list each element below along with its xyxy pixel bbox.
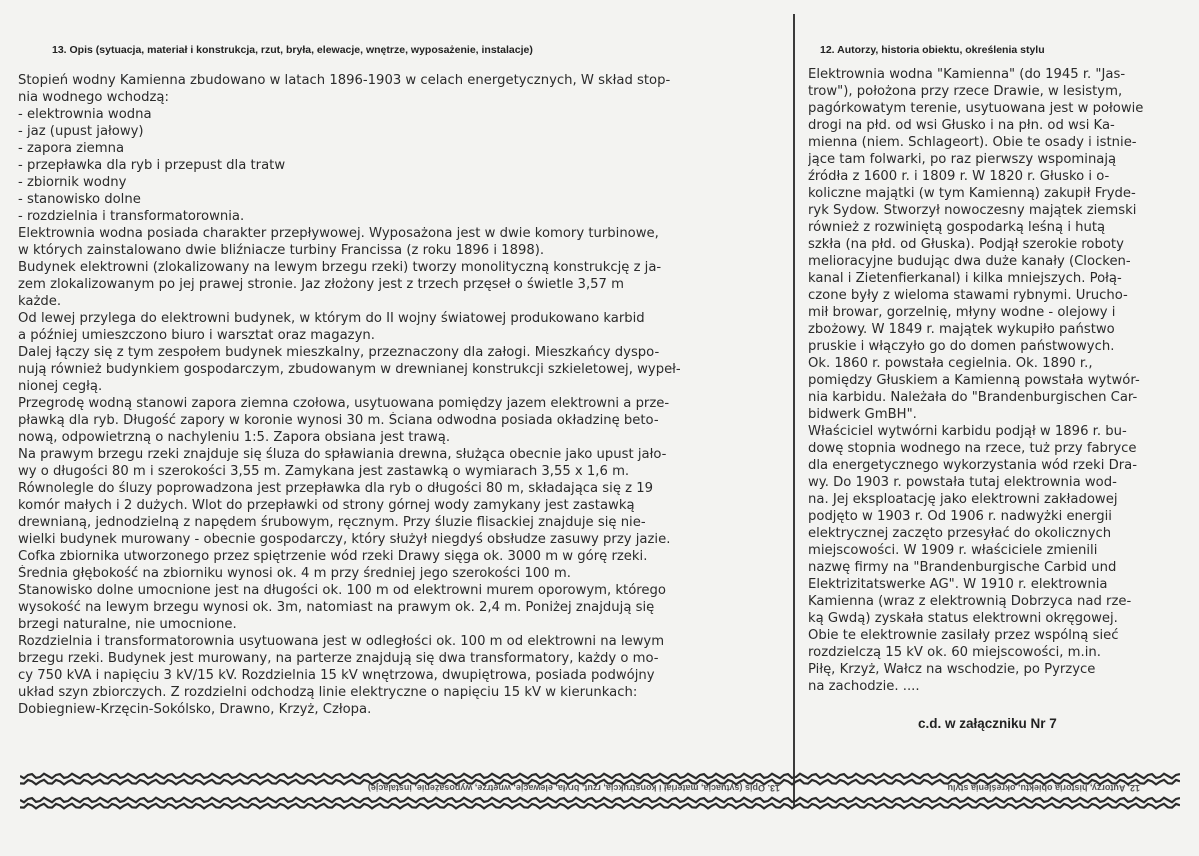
right-line: melioracyjne budując dwa duże kanały (Clocken- [808, 254, 1131, 269]
right-line: pruskie i włączyło go do domen państwowych. [808, 339, 1115, 354]
left-line: pławką dla ryb. Długość zapory w koronie wynosi 30 m. Ściana odwodna posiada okładzinę beto- [18, 413, 659, 428]
right-line: bidwerk GmBH". [808, 407, 917, 422]
right-line: Obie te elektrownie zasilały przez wspólną sieć [808, 628, 1119, 643]
left-line: zem zlokalizowanym po jej prawej stronie. Jaz złożony jest z trzech przęseł o świetle 3,57 m [18, 277, 624, 292]
section-12-heading: 12. Autorzy, historia obiektu, określenia stylu [820, 44, 1045, 56]
right-line: pomiędzy Głuskiem a Kamienną powstała wytwór- [808, 373, 1140, 388]
right-line: Piłę, Krzyż, Wałcz na wschodzie, po Pyrzyce [808, 662, 1096, 677]
left-line: każde. [18, 294, 62, 309]
left-line: Rozdzielnia i transformatorownia usytuowana jest w odległości ok. 100 m od elektrowni na lewym [18, 634, 665, 649]
right-line: trow"), położona przy rzece Drawie, w lesistym, [808, 84, 1123, 99]
right-line: dla energetycznego wykorzystania wód rzeki Dra- [808, 458, 1137, 473]
right-line: również z rozwiniętą gospodarką leśną i hutą [808, 220, 1106, 235]
left-line: nową, odpowietrzną o nachyleniu 1:5. Zapora obsiana jest trawą. [18, 430, 451, 445]
left-line: Stanowisko dolne umocnione jest na długości ok. 100 m od elektrowni murem oporowym, którego [18, 583, 666, 598]
right-line: na. Jej eksploatację jako elektrowni zakładowej [808, 492, 1118, 507]
right-line: dowę stopnia wodnego na rzece, tuż przy fabryce [808, 441, 1137, 456]
right-line: wy. Do 1903 r. powstała tutaj elektrownia wod- [808, 475, 1117, 490]
history-text [808, 66, 1188, 695]
left-line: Dobiegniew-Krzęcin-Sokólsko, Drawno, Krzyż, Człopa. [18, 702, 372, 717]
mirrored-heading-right: 12. Autorzy, historia obiektu, określenia stylu [947, 783, 1140, 793]
right-line: Właściciel wytwórni karbidu podjął w 1896 r. bu- [808, 424, 1127, 439]
right-line: czone były z wieloma stawami rybnymi. Urucho- [808, 288, 1128, 303]
right-line: na zachodzie. .... [808, 679, 920, 694]
left-line: Elektrownia wodna posiada charakter przepływowej. Wyposażona jest w dwie komory turbinowe, [18, 226, 659, 241]
left-line: komór małych i 2 dużych. Wlot do przepławki od strony górnej wody zamykany jest zastawką [18, 498, 635, 513]
right-line: Elektrownia wodna "Kamienna" (do 1945 r. "Jas- [808, 67, 1126, 82]
right-line: kanal i Zietenfierkanal) i kilka mniejszych. Połą- [808, 271, 1122, 286]
right-line: pagórkowatym terenie, usytuowana jest w połowie [808, 101, 1144, 116]
right-line: elektrycznej zaczęto przesyłać do okolicznych [808, 526, 1112, 541]
left-line: wielki budynek murowany - obecnie gospodarczy, który służył niegdyś obsłudze zasuwy przy jazie. [18, 532, 671, 547]
right-line: ką Gwdą) zyskała status elektrowni okręgowej. [808, 611, 1118, 626]
left-line: nionej cegłą. [18, 379, 103, 394]
right-line: mienna (niem. Schlageort). Obie te osady i istnie- [808, 135, 1137, 150]
left-line: - stanowisko dolne [18, 192, 141, 207]
right-line: nia karbidu. Należała do "Brandenburgischen Car- [808, 390, 1138, 405]
left-line: - zbiornik wodny [18, 175, 127, 190]
left-line: Cofka zbiornika utworzonego przez spiętrzenie wód rzeki Drawy sięga ok. 3000 m w górę rzeki. [18, 549, 648, 564]
left-line: Budynek elektrowni (zlokalizowany na lewym brzegu rzeki) tworzy monolityczną konstrukcję z ja- [18, 260, 662, 275]
right-line: źródła z 1600 r. i 1809 r. W 1820 r. Głusko i o- [808, 169, 1110, 184]
left-line: - elektrownia wodna [18, 107, 152, 122]
left-line: Przegrodę wodną stanowi zapora ziemna czołowa, usytuowana pomiędzy jazem elektrowni a prze- [18, 396, 670, 411]
right-line: jące tam folwarki, po raz pierwszy wspominają [808, 152, 1117, 167]
left-line: wysokość na lewym brzegu wynosi ok. 3m, natomiast na prawym ok. 2,4 m. Poniżej znajdują się [18, 600, 655, 615]
right-line: szkła (na płd. od Głuska). Podjął szerokie roboty [808, 237, 1124, 252]
right-line: Kamienna (wraz z elektrownią Dobrzyca nad rze- [808, 594, 1132, 609]
left-line: cy 750 kVA i napięciu 3 kV/15 kV. Rozdzielnia 15 kV wnętrzowa, dwupiętrowa, posiada podwójny [18, 668, 655, 683]
right-line: drogi na płd. od wsi Głusko i na płn. od wsi Ka- [808, 118, 1115, 133]
description-text [18, 72, 778, 718]
right-line: rozdzielczą 15 kV ok. 60 miejscowości, m.in. [808, 645, 1101, 660]
left-line: - przepławka dla ryb i przepust dla tratw [18, 158, 286, 173]
left-line: brzegi naturalne, nie umocnione. [18, 617, 237, 632]
left-line: w których zainstalowano dwie bliźniacze turbiny Francissa (z roku 1896 i 1898). [18, 243, 545, 258]
continued-note: c.d. w załączniku Nr 7 [918, 716, 1057, 731]
left-line: nują również budynkiem gospodarczym, zbudowanym w drewnianej konstrukcji szkieletowej, wypeł- [18, 362, 681, 377]
mirrored-heading-left: 13. Opis (sytuacja, materiał i konstrukcja, rzut, bryła, elewacje, wnętrze, wyposażenie, instalacje) [367, 783, 780, 793]
left-line: Dalej łączy się z tym zespołem budynek mieszkalny, przeznaczony dla załogi. Mieszkańcy dyspo- [18, 345, 660, 360]
left-line: Stopień wodny Kamienna zbudowano w latach 1896-1903 w celach energetycznych, W skład stop- [18, 73, 671, 88]
right-line: mił browar, gorzelnię, młyny wodne - olejowy i [808, 305, 1116, 320]
right-line: nazwę firmy na "Brandenburgische Carbid und [808, 560, 1117, 575]
section-13-heading: 13. Opis (sytuacja, materiał i konstrukcja, rzut, bryła, elewacje, wnętrze, wyposażenie, instalacje) [52, 44, 533, 56]
left-line: wy o długości 80 m i szerokości 3,55 m. Zamykana jest zastawką o wymiarach 3,55 x 1,6 m. [18, 464, 630, 479]
right-line: Elektrizitatswerke AG". W 1910 r. elektrownia [808, 577, 1108, 592]
column-divider [793, 14, 795, 806]
left-line: drewnianą, jednodzielną z napędem śrubowym, ręcznym. Przy śluzie flisackiej znajduje się nie- [18, 515, 646, 530]
left-line: układ szyn zbiorczych. Z rozdzielni odchodzą linie elektryczne o napięciu 15 kV w kierunkach: [18, 685, 638, 700]
left-line: nia wodnego wchodzą: [18, 90, 169, 105]
left-line: a później umieszczono biuro i warsztat oraz magazyn. [18, 328, 375, 343]
right-line: Ok. 1860 r. powstała cegielnia. Ok. 1890 r., [808, 356, 1093, 371]
right-line: koliczne majątki (w tym Kamienną) zakupił Fryde- [808, 186, 1136, 201]
left-line: Średnia głębokość na zbiorniku wynosi ok. 4 m przy średniej jego szerokości 100 m. [18, 566, 571, 581]
left-line: brzegu rzeki. Budynek jest murowany, na parterze znajdują się dwa transformatory, każdy o mo- [18, 651, 659, 666]
right-line: ryk Sydow. Stworzył nowoczesny majątek ziemski [808, 203, 1137, 218]
left-line: Równolegle do śluzy poprowadzona jest przepławka dla ryb o długości 80 m, składająca się z 19 [18, 481, 654, 496]
right-line: miejscowości. W 1909 r. właściciele zmienili [808, 543, 1098, 558]
right-line: podjęto w 1903 r. Od 1906 r. nadwyżki energii [808, 509, 1112, 524]
left-line: - jaz (upust jałowy) [18, 124, 144, 139]
left-line: - zapora ziemna [18, 141, 125, 156]
left-line: Na prawym brzegu rzeki znajduje się śluza do spławiania drewna, służąca obecnie jako upust jało- [18, 447, 667, 462]
left-line: - rozdzielnia i transformatorownia. [18, 209, 245, 224]
right-line: zbożowy. W 1849 r. majątek wykupiło państwo [808, 322, 1115, 337]
left-line: Od lewej przylega do elektrowni budynek, w którym do II wojny światowej produkowano karbid [18, 311, 645, 326]
